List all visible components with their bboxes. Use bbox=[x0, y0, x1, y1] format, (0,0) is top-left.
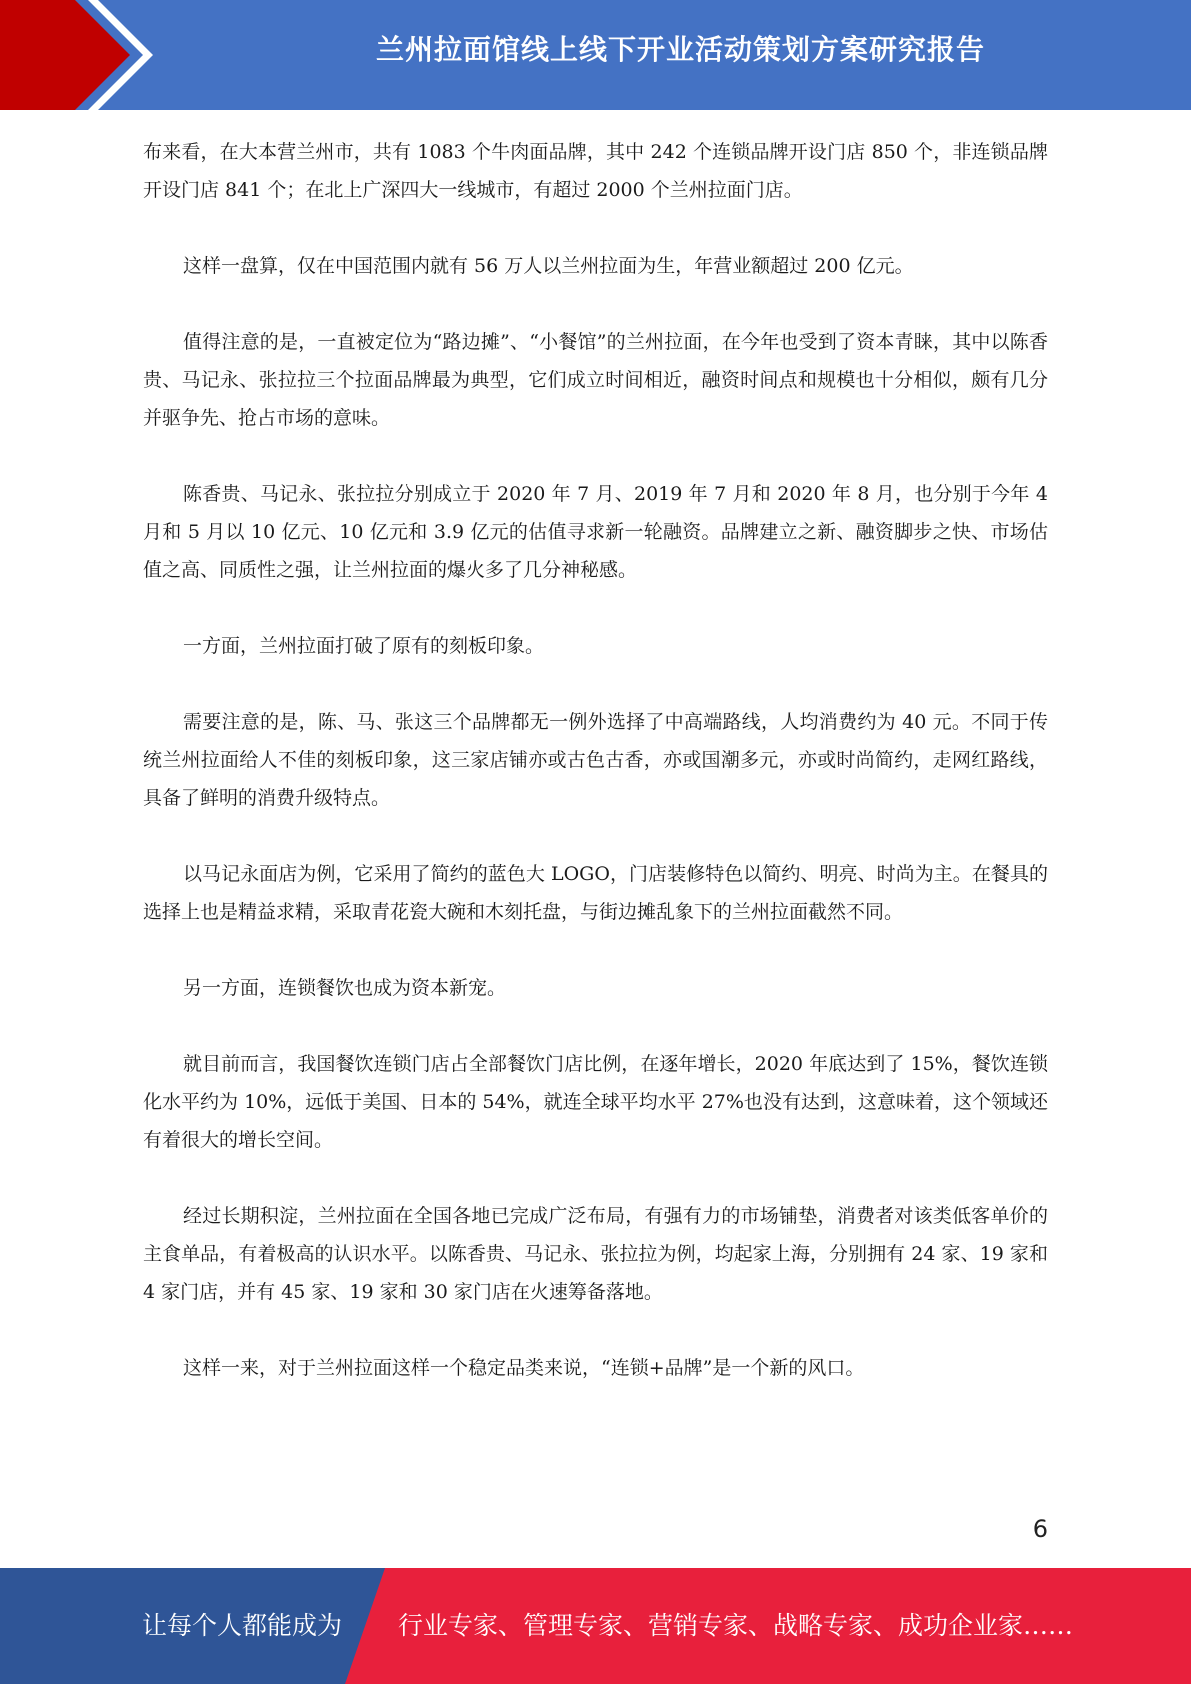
paragraph-continuation: 布来看，在大本营兰州市，共有 1083 个牛肉面品牌，其中 242 个连锁品牌开设门店 850 个，非连锁品牌开设门店 841 个；在北上广深四大一线城市，有超过 2000 个兰州拉面门店。 bbox=[143, 141, 1048, 201]
page-footer bbox=[0, 1568, 1191, 1684]
paragraph: 值得注意的是，一直被定位为“路边摊”、“小餐馆”的兰州拉面，在今年也受到了资本青睐，其中以陈香贵、马记永、张拉拉三个拉面品牌最为典型，它们成立时间相近，融资时间点和规模也十分相似，颇有几分并驱争先、抢占市场的意味。 bbox=[143, 331, 1048, 429]
footer-slogan-right: 行业专家、管理专家、营销专家、战略专家、成功企业家…… bbox=[398, 1611, 1074, 1640]
page-header bbox=[0, 0, 1191, 110]
paragraph: 这样一来，对于兰州拉面这样一个稳定品类来说，“连锁+品牌”是一个新的风口。 bbox=[183, 1357, 865, 1379]
document-title: 兰州拉面馆线上线下开业活动策划方案研究报告 bbox=[375, 33, 985, 66]
paragraph: 需要注意的是，陈、马、张这三个品牌都无一例外选择了中高端路线，人均消费约为 40 元。不同于传统兰州拉面给人不佳的刻板印象，这三家店铺亦或古色古香，亦或国潮多元，亦或时尚简约，走网红路线，具备了鲜明的消费升级特点。 bbox=[143, 711, 1048, 809]
header-red-arrow bbox=[0, 0, 140, 110]
paragraph: 另一方面，连锁餐饮也成为资本新宠。 bbox=[183, 977, 507, 999]
paragraph: 经过长期积淀，兰州拉面在全国各地已完成广泛布局，有强有力的市场铺垫，消费者对该类低客单价的主食单品，有着极高的认识水平。以陈香贵、马记永、张拉拉为例，均起家上海，分别拥有 24 家、19 家和 4 家门店，并有 45 家、19 家和 30 家门店在火速筹备落地。 bbox=[143, 1205, 1048, 1303]
paragraph: 一方面，兰州拉面打破了原有的刻板印象。 bbox=[183, 635, 545, 657]
paragraph: 就目前而言，我国餐饮连锁门店占全部餐饮门店比例，在逐年增长，2020 年底达到了 15%，餐饮连锁化水平约为 10%，远低于美国、日本的 54%，就连全球平均水平 27%也没有达到，这意味着，这个领域还有着很大的增长空间。 bbox=[143, 1053, 1048, 1151]
footer-slogan-left: 让每个人都能成为 bbox=[142, 1611, 343, 1640]
paragraph: 以马记永面店为例，它采用了简约的蓝色大 LOGO，门店装修特色以简约、明亮、时尚为主。在餐具的选择上也是精益求精，采取青花瓷大碗和木刻托盘，与街边摊乱象下的兰州拉面截然不同。 bbox=[143, 863, 1048, 923]
page-number: 6 bbox=[1032, 1515, 1048, 1543]
document-body bbox=[143, 133, 1048, 1425]
paragraph: 陈香贵、马记永、张拉拉分别成立于 2020 年 7 月、2019 年 7 月和 2020 年 8 月，也分别于今年 4 月和 5 月以 10 亿元、10 亿元和 3.9 亿元的估值寻求新一轮融资。品牌建立之新、融资脚步之快、市场估值之高、同质性之强，让兰州拉面的爆火多了几分神秘感。 bbox=[143, 483, 1048, 581]
paragraph: 这样一盘算，仅在中国范围内就有 56 万人以兰州拉面为生，年营业额超过 200 亿元。 bbox=[183, 255, 914, 277]
